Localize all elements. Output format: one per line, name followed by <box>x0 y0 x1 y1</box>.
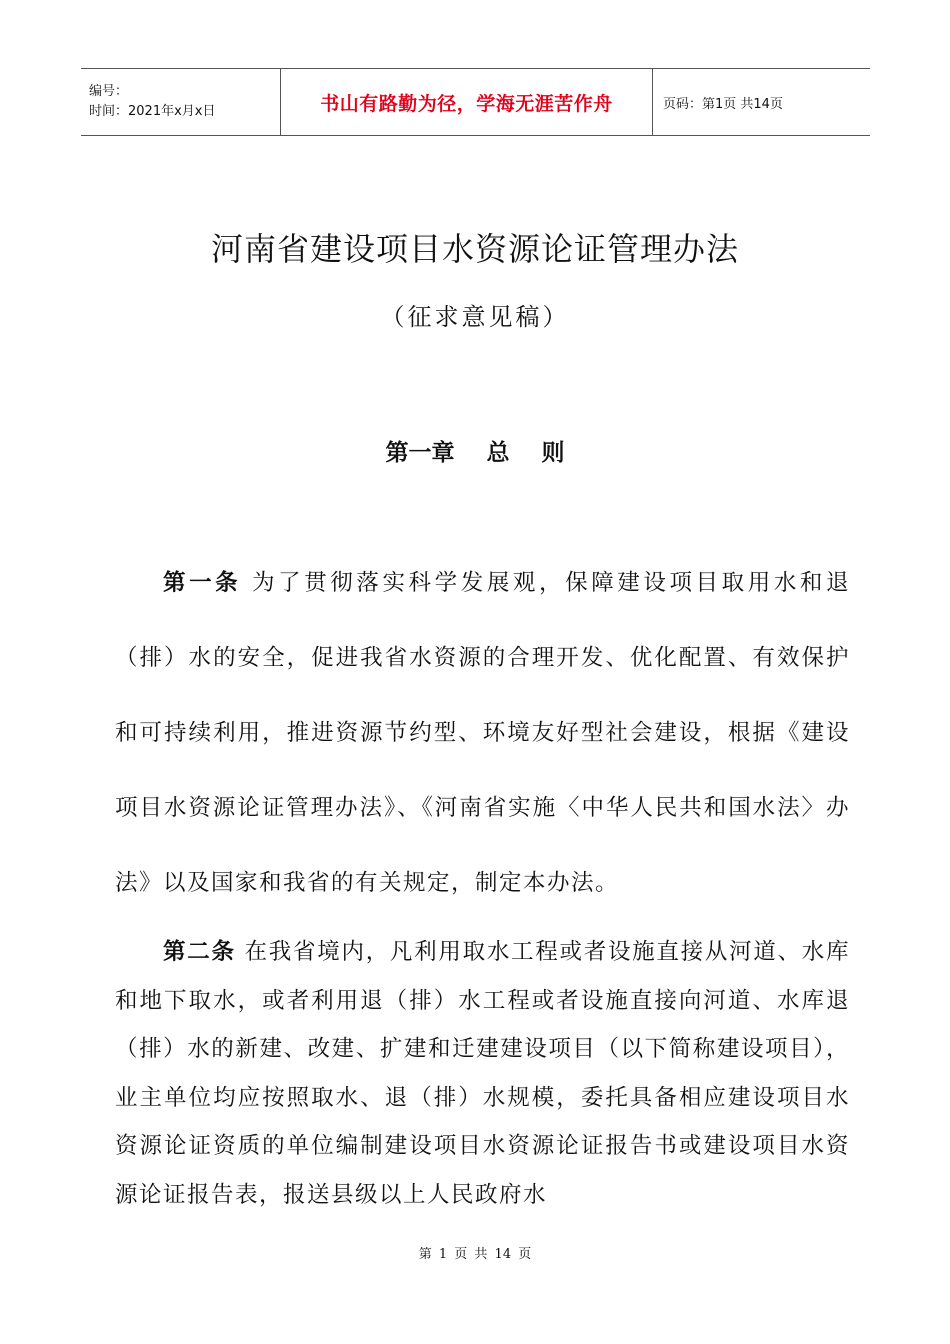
header-meta-cell <box>81 69 281 135</box>
header-motto-cell <box>281 69 653 135</box>
chapter-heading: 第一章 总 则 <box>385 440 565 466</box>
header-page-cell <box>653 69 870 135</box>
document-title: 河南省建设项目水资源论证管理办法 <box>210 230 739 268</box>
motto-text: 书山有路勤为径，学海无涯苦作舟 <box>320 92 613 115</box>
time-label: 时间：2021年x月x日 <box>89 104 216 119</box>
article-2-text: 在我省境内，凡利用取水工程或者设施直接从河道、水库和地下取水，或者利用退（排）水工程或者设施直接向河道、水库退（排）水的新建、改建、扩建和迁建建设项目（以下简称建设项目），业主单位均应按照取水、退（排）水规模，委托具备相应建设项目水资源论证资质的单位编制建设项目水资源论证报告书或建设项目水资源论证报告表，报送县级以上人民政府水 <box>115 939 850 1208</box>
article-1-text: 为了贯彻落实科学发展观，保障建设项目取用水和退（排）水的安全，促进我省水资源的合理开发、优化配置、有效保护和可持续利用，推进资源节约型、环境友好型社会建设，根据《建设项目水资源论证管理办法》、《河南省实施〈中华人民共和国水法〉办法》以及国家和我省的有关规定，制定本办法。 <box>115 570 850 896</box>
page-info: 页码：第1页 共14页 <box>663 96 783 112</box>
header-table <box>81 68 870 136</box>
article-2 <box>115 928 850 1219</box>
article-1-lead: 第一条 <box>163 570 242 596</box>
article-2-lead: 第二条 <box>163 939 236 965</box>
document-subtitle: （征求意见稿） <box>380 303 570 331</box>
page-footer: 第 1 页 共 14 页 <box>418 1247 532 1262</box>
number-label: 编号： <box>89 84 129 99</box>
article-1 <box>115 546 850 921</box>
